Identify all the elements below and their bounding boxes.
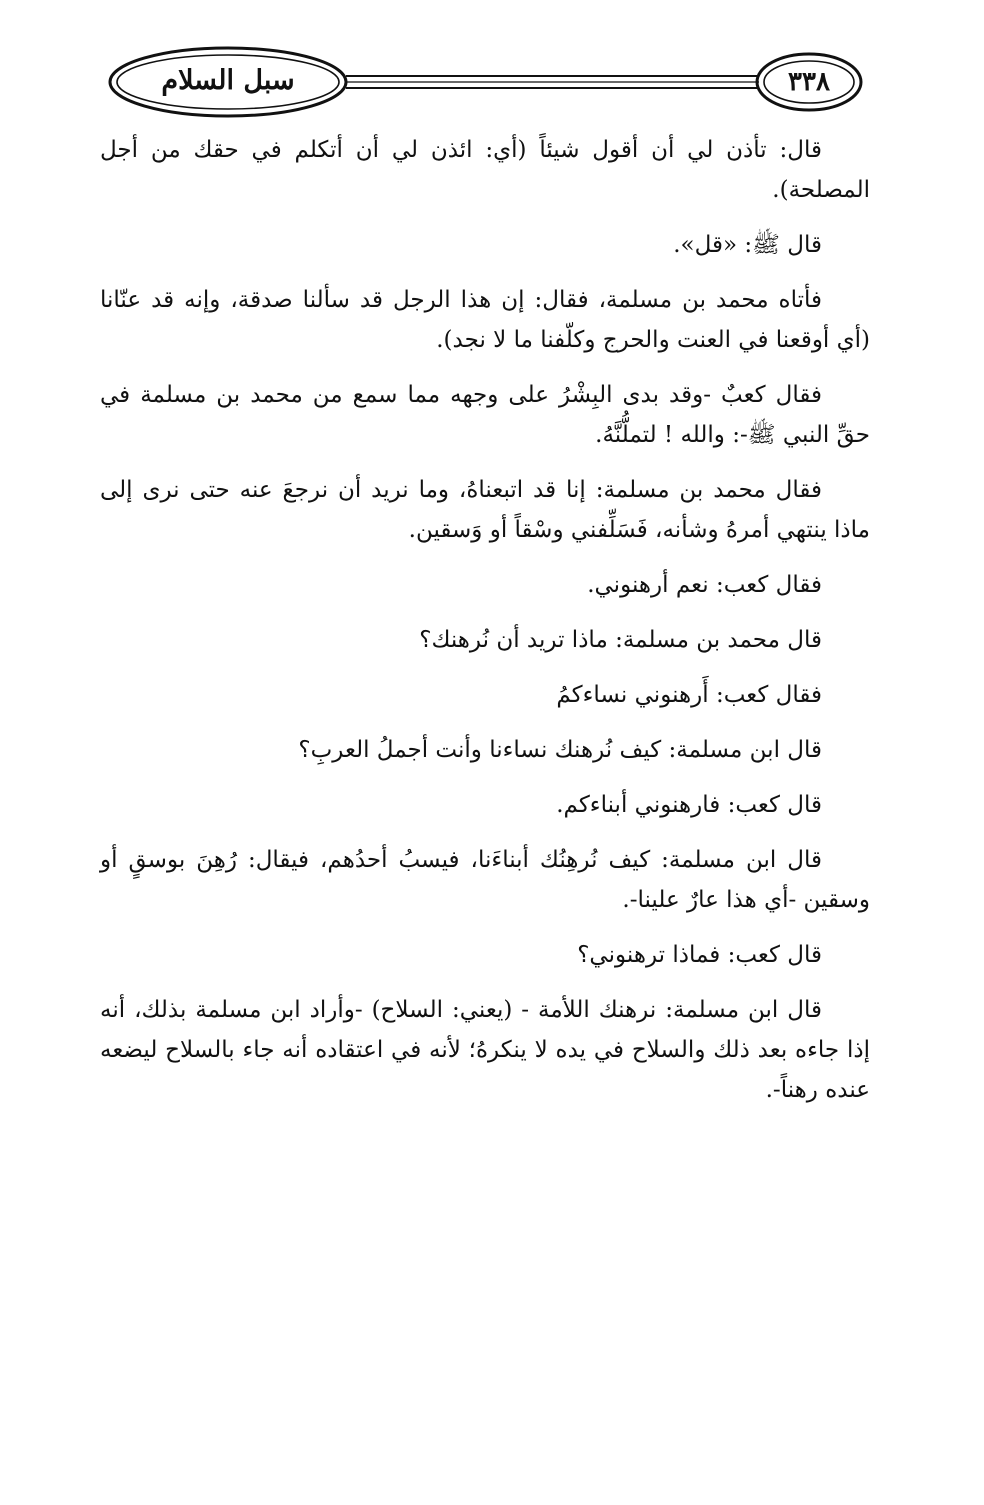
body-text (100, 130, 870, 1125)
paragraph: فقال كعبٌ -وقد بدى البِشْرُ على وجهه مما سمع من محمد بن مسلمة في حقِّ النبي ﷺ-: والله ! لتملُّنَّهُ. (100, 382, 870, 449)
paragraph: قال ابن مسلمة: كيف نُرهنك نساءنا وأنت أجملُ العربِ؟ (298, 737, 822, 764)
running-title: سبل السلام (161, 65, 295, 96)
paragraph: فأتاه محمد بن مسلمة، فقال: إن هذا الرجل قد سألنا صدقة، وإنه قد عنّانا (أي أوقعنا في العنت والحرج وكلّفنا ما لا نجد). (100, 287, 870, 354)
paragraph: قال ﷺ: «قل». (673, 232, 822, 259)
page-number: ٣٣٨ (788, 67, 830, 97)
paragraph: فقال كعب: أَرهنوني نساءكمُ (556, 682, 822, 709)
paragraph: قال كعب: فماذا ترهنوني؟ (577, 942, 822, 969)
paragraph: فقال محمد بن مسلمة: إنا قد اتبعناهُ، وما نريد أن نرجعَ عنه حتى نرى إلى ماذا ينتهي أمرهُ وشأنه، فَسَلِّفني وسْقاً أو وَسقين. (100, 477, 870, 544)
paragraph: قال ابن مسلمة: كيف نُرهِنُك أبناءَنا، فيسبُ أحدُهم، فيقال: رُهِنَ بوسقٍ أو وسقين -أي هذا عارٌ علينا-. (100, 847, 870, 914)
paragraph: قال كعب: فارهنوني أبناءكم. (556, 792, 822, 819)
paragraph: قال محمد بن مسلمة: ماذا تريد أن نُرهنك؟ (419, 627, 822, 654)
paragraph: قال ابن مسلمة: نرهنك اللأمة - (يعني: السلاح) -وأراد ابن مسلمة بذلك، أنه إذا جاءه بعد ذلك والسلاح في يده لا ينكرهُ؛ لأنه في اعتقاده أنه جاء بالسلاح ليضعه عنده رهناً-. (100, 997, 870, 1104)
paragraph: قال: تأذن لي أن أقول شيئاً (أي: ائذن لي أن أتكلم في حقك من أجل المصلحة). (100, 137, 870, 204)
paragraph: فقال كعب: نعم أرهنوني. (587, 572, 822, 599)
page-header (104, 40, 868, 124)
